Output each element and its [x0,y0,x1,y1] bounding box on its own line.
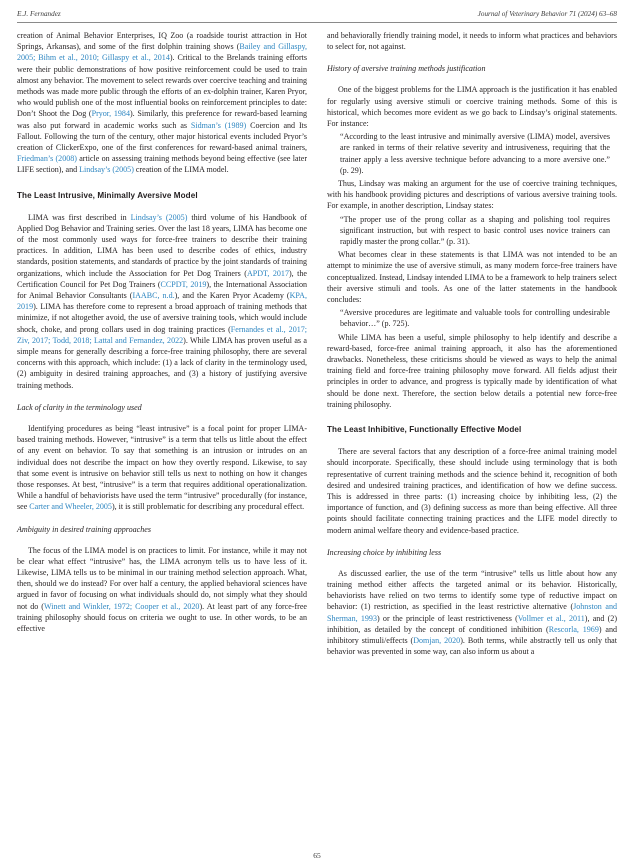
text-run: article on assessing training methods beyond being effective (see later LIFE section), and [17,154,308,175]
block-quote: “Aversive procedures are legitimate and valuable tools for controlling undesirable behavior…” (p. 725). [340,308,610,329]
paragraph: and behaviorally friendly training model, it needs to inform what practices and behaviors to select for, not against. [327,31,617,52]
citation-link[interactable]: Bailey and Gillaspy, 2005; Bihm et al., 2010; Gillaspy et al., 2014 [17,42,308,63]
paragraph [17,212,307,391]
text-run: ), the Certification Council for Pet Dog Trainers ( [17,268,307,289]
paragraph: While LIMA has been a useful, simple philosophy to help identify and describe a reward-based, force-free animal training approach, it also has the aforementioned drawbacks. Nonetheless, these criticisms should be viewed as ways to help the animal training field and force-free training philosophy move forward. All fields adjust their principles in order to advance, and progress is typically made by identification of what should be done next. Therefore, the section below details a potential new force-free training philosophy. [327,332,617,409]
citation-link[interactable]: Domjan, 2020 [413,635,461,645]
subsection-heading-choice: Increasing choice by inhibiting less [327,547,442,557]
citation-link[interactable]: Pryor, 1984 [91,109,130,119]
block-quote: “The proper use of the prong collar as a shaping and polishing tool requires significant instruction, but with respect to basic control uses novice trainers can rapidly master the prong collar.” (p. 31). [340,214,610,247]
subsection-heading-history: History of aversive training methods justification [327,64,486,74]
citation-link[interactable]: Vollmer et al., 2011 [517,613,585,623]
block-quote: “According to the least intrusive and minimally aversive (LIMA) model, aversives are ranked in terms of their relative severity and intrusiveness, requiring that the trainer apply a less aversive technique before advancing to a more aversive one.” (p. 29). [340,132,610,175]
citation-link[interactable]: Winett and Winkler, 1972; Cooper et al., 2020 [44,601,200,611]
citation-link[interactable]: CCPDT, 2019 [160,279,207,289]
text-run: ) and inhibitory stimuli/effects ( [327,624,618,645]
text-run: The focus of the LIMA model is on practices to limit. For instance, while it may not be clear what effect “intrusive” has, the LIMA acronym tells us to have less of it. Likewise, LIMA tells us to be minimal in our training method selection approach. What, then, should we do instead? For over half a century, the applied behavioral sciences have argued in favor of focusing on what individuals should do, not simply what they should not do ( [17,545,307,611]
text-run: As discussed earlier, the use of the term “intrusive” tells us little about how any training method either affects the targeted animal or its behavior. Historically, behaviorists have relied on two terms to identify some type of reductive impact on behavior: (1) restriction, as specified in the least restrictive alternative ( [327,568,617,612]
text-run: Coercion and Its Fallout. Following the turn of the century, other major historical events included Pryor’s creation of ClickerExpo, one of the first conferences for reward-based animal trainers, [17,120,308,153]
text-run: ). Similarly, this preference for reward-based learning was also put forward in academic works such as [17,109,308,130]
citation-link[interactable]: Lindsay’s (2005) [79,165,134,175]
citation-link[interactable]: Carter and Wheeler, 2005 [29,502,112,512]
text-run: ), and (2) inhibition, as detailed by the concept of conditioned inhibition ( [327,613,617,634]
text-run: LIMA was first described in [28,212,131,222]
paragraph [17,423,307,513]
section-heading-life: The Least Inhibitive, Functionally Effective Model [327,425,522,435]
running-header [17,10,617,22]
citation-link[interactable]: KPA, 2019 [17,291,307,312]
text-run: Identifying procedures as being “least intrusive” is a focal point for proper LIMA-based training methods. However, “intrusive” is a term that tells us little about the effect of any event on behavior. To say that something is an intrusion or intrudes on an individual does not describe the impact on how they overtly respond. Likewise, to say that some event is intrusive on behavior still tells us next to nothing on how it changes those responses. At best, “intrusive” is a term that requires additional operationalization. While a handful of behaviorists have used the term “intrusive” procedurally (for instance, see [17,423,307,512]
text-run: ). Both terms, while abstractly tell us only that behavior was prevented in some way, can also inform us about a [327,635,617,657]
header-rule [17,22,617,23]
citation-link[interactable]: Johnston and Sherman, 1993 [327,602,617,623]
subsection-heading-ambiguity: Ambiguity in desired training approaches [17,524,151,534]
text-run: ), the International Association for Animal Behavior Consultants ( [17,279,307,301]
header-journal: Journal of Veterinary Behavior 71 (2024) 63–68 [477,10,617,18]
text-run: creation of Animal Behavior Enterprises, IQ Zoo (a roadside tourist attraction in Hot Springs, Arkansas), and some of the first dolphin training shows ( [17,31,307,52]
paragraph: One of the biggest problems for the LIMA approach is the justification it has enabled for regularly using aversive stimuli or coercive training methods. Some of this is historical, which becomes more evident as we go back to Lindsay’s original statements. For instance: [327,85,617,129]
header-author: E.J. Fernandez [17,10,61,18]
paragraph: Thus, Lindsay was making an argument for the use of coercive training techniques, with his handbook providing pictures and descriptions of various aversive training tools. For example, in another description, Lindsay states: [327,179,617,211]
text-run: ). While LIMA has proven useful as a simple means for generally describing a force-free training philosophy, there are several concerns with this approach, which include: (1) a lack of clarity in the terminology used, (2) ambiguity in desired training approaches, and (3) a history of justifying aversive training methods. [17,335,307,390]
text-run: ), and the Karen Pryor Academy ( [174,291,290,301]
citation-link[interactable]: Fernandes et al., 2017; Ziv, 2017; Todd, 2018; Lattal and Fernandez, 2022 [17,324,308,345]
paragraph: There are several factors that any description of a force-free animal training model should incorporate. Specifically, these should include using terminology that is both representative of current training methods and the science behind it, recognition of both desired and undesired training practices, and identification of how we define success. This is addressed in three parts: (1) increasing choice by inhibiting less, (2) the importance of function, and (3) defining success as more than being effective. All three points should facilitate connecting training practices and the LIFE model directly to modern animal welfare theory and evidence-based practice. [327,447,617,535]
text-run: ). Critical to the Brelands training efforts were their public demonstrations of how positive reinforcement could be used to train almost any behavior. The movement to select rewards over coercive teaching and training methods was made more public through the efforts of an ex-dolphin trainer, Karen Pryor, who would publish one of the most influential books on reinforcement principles to date: Don’t Shoot the Dog ( [17,53,307,119]
section-heading-lima: The Least Intrusive, Minimally Aversive Model [17,190,198,200]
text-run: creation of the LIMA model. [133,165,229,175]
subsection-heading-terminology: Lack of clarity in the terminology used [17,402,142,412]
text-run: ). LIMA has therefore come to represent a broad approach of training methods that minimize, if not altogether avoid, the use of aversive training tools, which would include shock, choke, and prong collars used in dog training practices ( [17,302,307,334]
paragraph [17,545,307,635]
text-run: third volume of his Handbook of Applied Dog Behavior and Training series. Over the last 18 years, LIMA has become one of the most commonly used ways for force-free trainers to describe their training practices. In addition, LIMA has been used to describe codes of ethics, industry standards, position statements, and standards of practice by the joint standards of training organizations, which include the Association for Pet Dog Trainers ( [17,212,307,278]
paragraph: What becomes clear in these statements is that LIMA was not intended to be an attempt to minimize the use of aversive stimuli, as many modern force-free trainers have conceptualized. Instead, Lindsay intended LIMA to be a framework to help trainers select their aversive stimuli and tools. As one of the latter statements in the handbook concludes: [327,250,617,305]
citation-link[interactable]: Friedman’s (2008) [17,154,77,164]
citation-link[interactable]: IAABC, n.d. [132,291,175,301]
citation-link[interactable]: Lindsay’s (2005) [130,212,188,222]
paragraph [327,568,617,658]
text-run: ). At least part of any force-free training philosophy should focus on criteria we ought to use. In other words, to be an effective [17,601,307,633]
text-run: ) or the principle of least restrictiveness ( [376,613,518,623]
right-column [327,30,617,657]
citation-link[interactable]: APDT, 2017 [246,268,289,278]
page-number: 65 [313,851,321,860]
paragraph [17,30,307,176]
text-run: ), it is still problematic for describing any procedural effect. [111,502,305,512]
citation-link[interactable]: Sidman’s (1989) [190,120,247,130]
citation-link[interactable]: Rescorla, 1969 [548,624,599,634]
left-column [17,30,307,634]
